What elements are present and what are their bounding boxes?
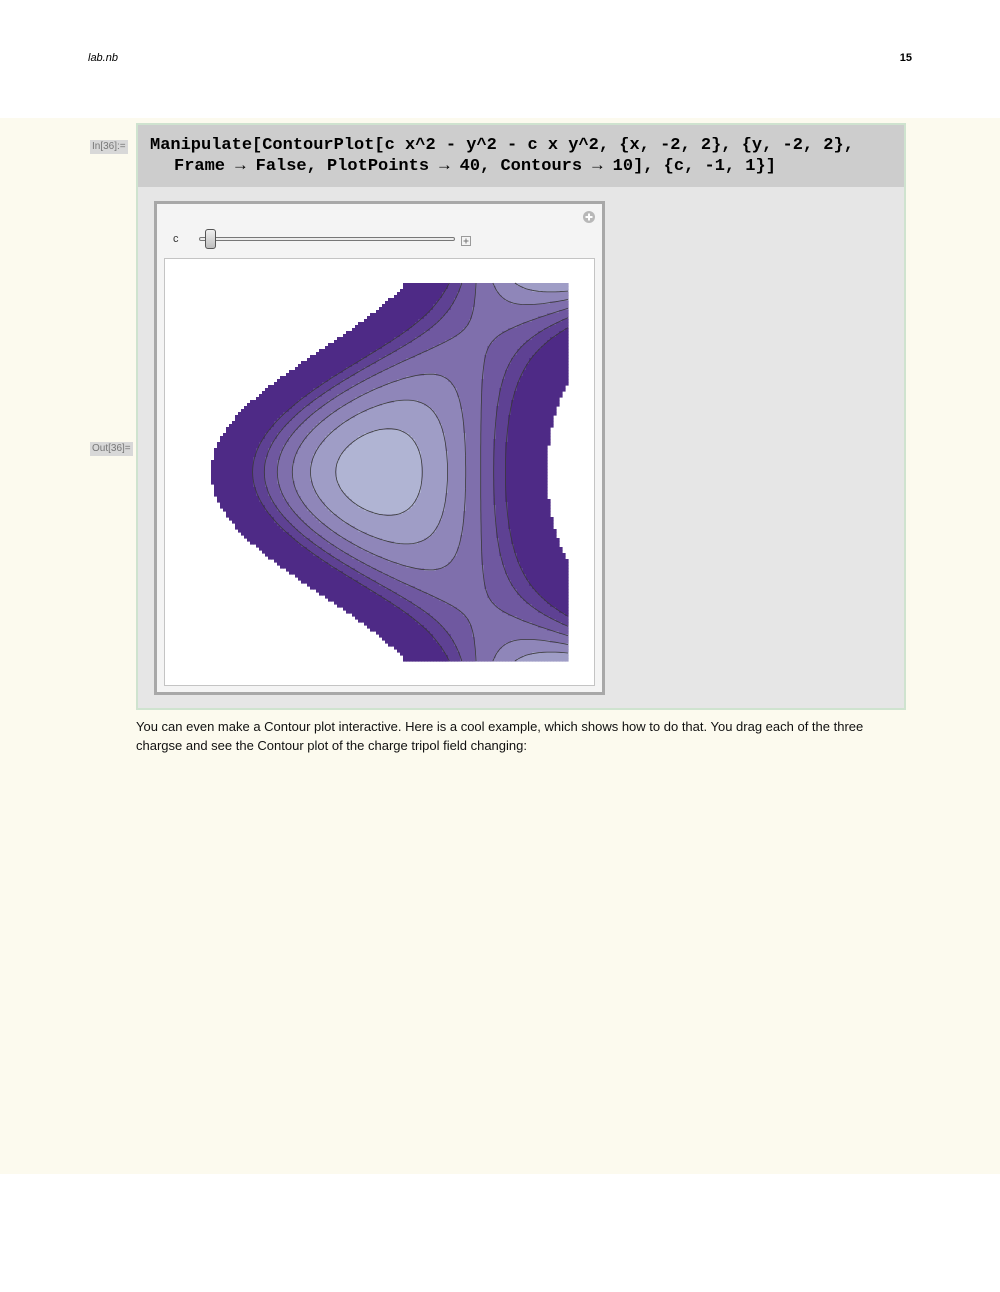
page-number: 15 — [899, 52, 912, 64]
code-line-1[interactable]: Manipulate[ContourPlot[c x^2 - y^2 - c x y^2, {x, -2, 2}, {y, -2, 2}, — [150, 136, 854, 155]
input-cell-label: In[36]:= — [92, 141, 126, 152]
plus-circle-icon[interactable] — [582, 210, 596, 229]
plus-square-icon[interactable] — [461, 233, 471, 251]
plot-area — [164, 258, 595, 686]
contour-plot — [165, 259, 594, 685]
body-paragraph: You can even make a Contour plot interactive. Here is a cool example, which shows how to do that. You drag each of the three chargse and see the Contour plot of the charge tripol field changing: — [136, 719, 864, 753]
notebook-filename: lab.nb — [88, 52, 118, 64]
parameter-slider[interactable] — [195, 228, 457, 250]
slider-thumb[interactable] — [205, 229, 216, 249]
parameter-label: c — [173, 233, 179, 245]
manipulate-panel — [154, 201, 605, 695]
page-footer — [0, 1174, 1000, 1292]
code-line-2[interactable]: Frame → False, PlotPoints → 40, Contours → 10], {c, -1, 1}] — [174, 157, 776, 176]
input-cell[interactable] — [138, 125, 904, 187]
output-cell-label: Out[36]= — [92, 443, 131, 454]
page-header — [0, 0, 1000, 118]
slider-track[interactable] — [199, 237, 455, 241]
